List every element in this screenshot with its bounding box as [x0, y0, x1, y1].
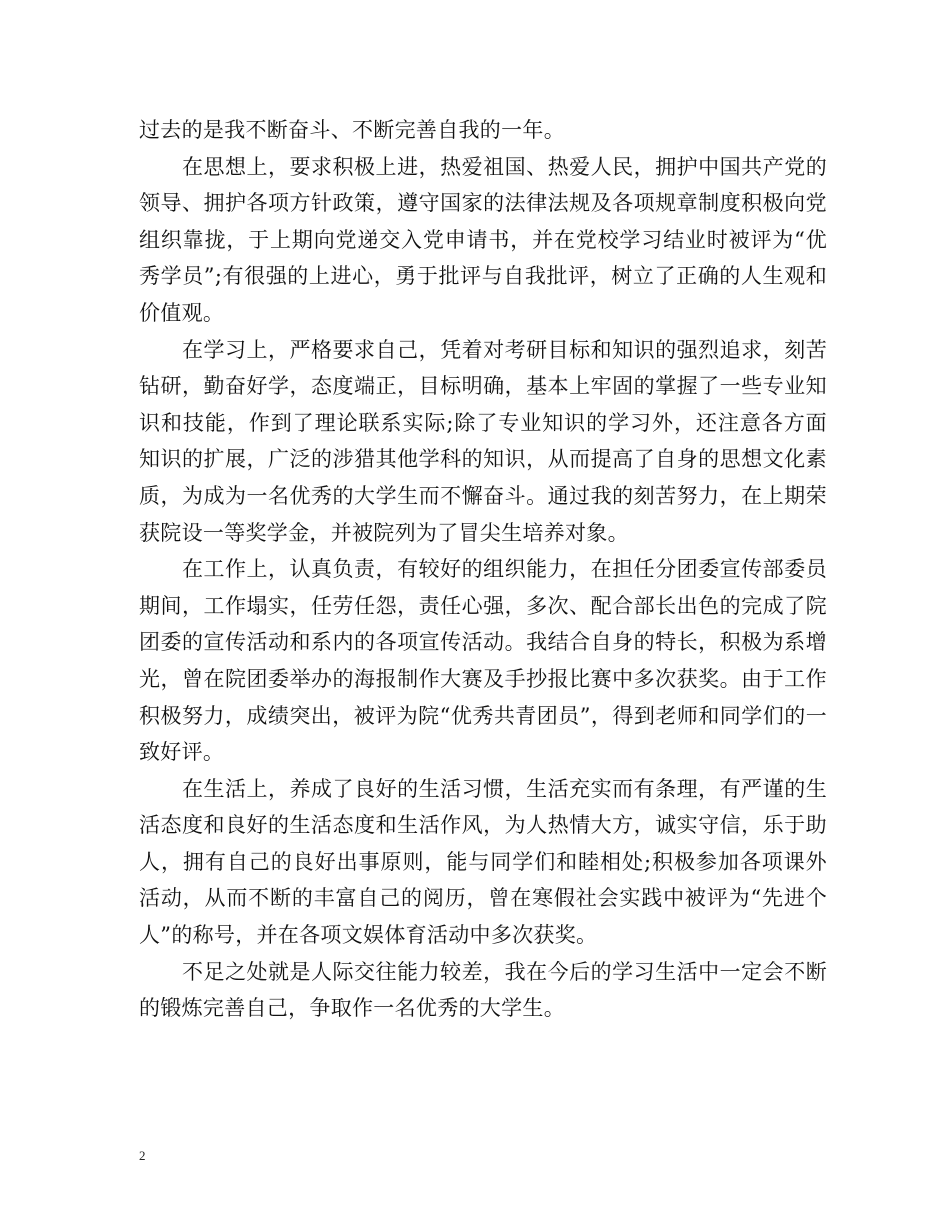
- document-body: [139, 112, 827, 1027]
- page-number: 2: [139, 1148, 146, 1163]
- paragraph-intro-continuation: 过去的是我不断奋斗、不断完善自我的一年。: [139, 118, 565, 142]
- paragraph-shortcomings: 不足之处就是人际交往能力较差，我在今后的学习生活中一定会不断的锻炼完善自己，争取作一名优秀的大学生。: [139, 959, 827, 1021]
- paragraph-study: 在学习上，严格要求自己，凭着对考研目标和知识的强烈追求，刻苦钻研，勤奋好学，态度端正，目标明确，基本上牢固的掌握了一些专业知识和技能，作到了理论联系实际;除了专业知识的学习外，还注意各方面知识的扩展，广泛的涉猎其他学科的知识，从而提高了自身的思想文化素质，为成为一名优秀的大学生而不懈奋斗。通过我的刻苦努力，在上期荣获院设一等奖学金，并被院列为了冒尖生培养对象。: [139, 337, 827, 545]
- paragraph-life: 在生活上，养成了良好的生活习惯，生活充实而有条理，有严谨的生活态度和良好的生活态度和生活作风，为人热情大方，诚实守信，乐于助人，拥有自己的良好出事原则，能与同学们和睦相处;积极参加各项课外活动，从而不断的丰富自己的阅历，曾在寒假社会实践中被评为“先进个人”的称号，并在各项文娱体育活动中多次获奖。: [139, 776, 827, 948]
- paragraph-thought: 在思想上，要求积极上进，热爱祖国、热爱人民，拥护中国共产党的领导、拥护各项方针政策，遵守国家的法律法规及各项规章制度积极向党组织靠拢，于上期向党递交入党申请书，并在党校学习结业时被评为“优秀学员”;有很强的上进心，勇于批评与自我批评，树立了正确的人生观和价值观。: [139, 154, 827, 325]
- paragraph-work: 在工作上，认真负责，有较好的组织能力，在担任分团委宣传部委员期间，工作塌实，任劳任怨，责任心强，多次、配合部长出色的完成了院团委的宣传活动和系内的各项宣传活动。我结合自身的特长，积极为系增光，曾在院团委举办的海报制作大赛及手抄报比赛中多次获奖。由于工作积极努力，成绩突出，被评为院“优秀共青团员”，得到老师和同学们的一致好评。: [139, 557, 827, 765]
